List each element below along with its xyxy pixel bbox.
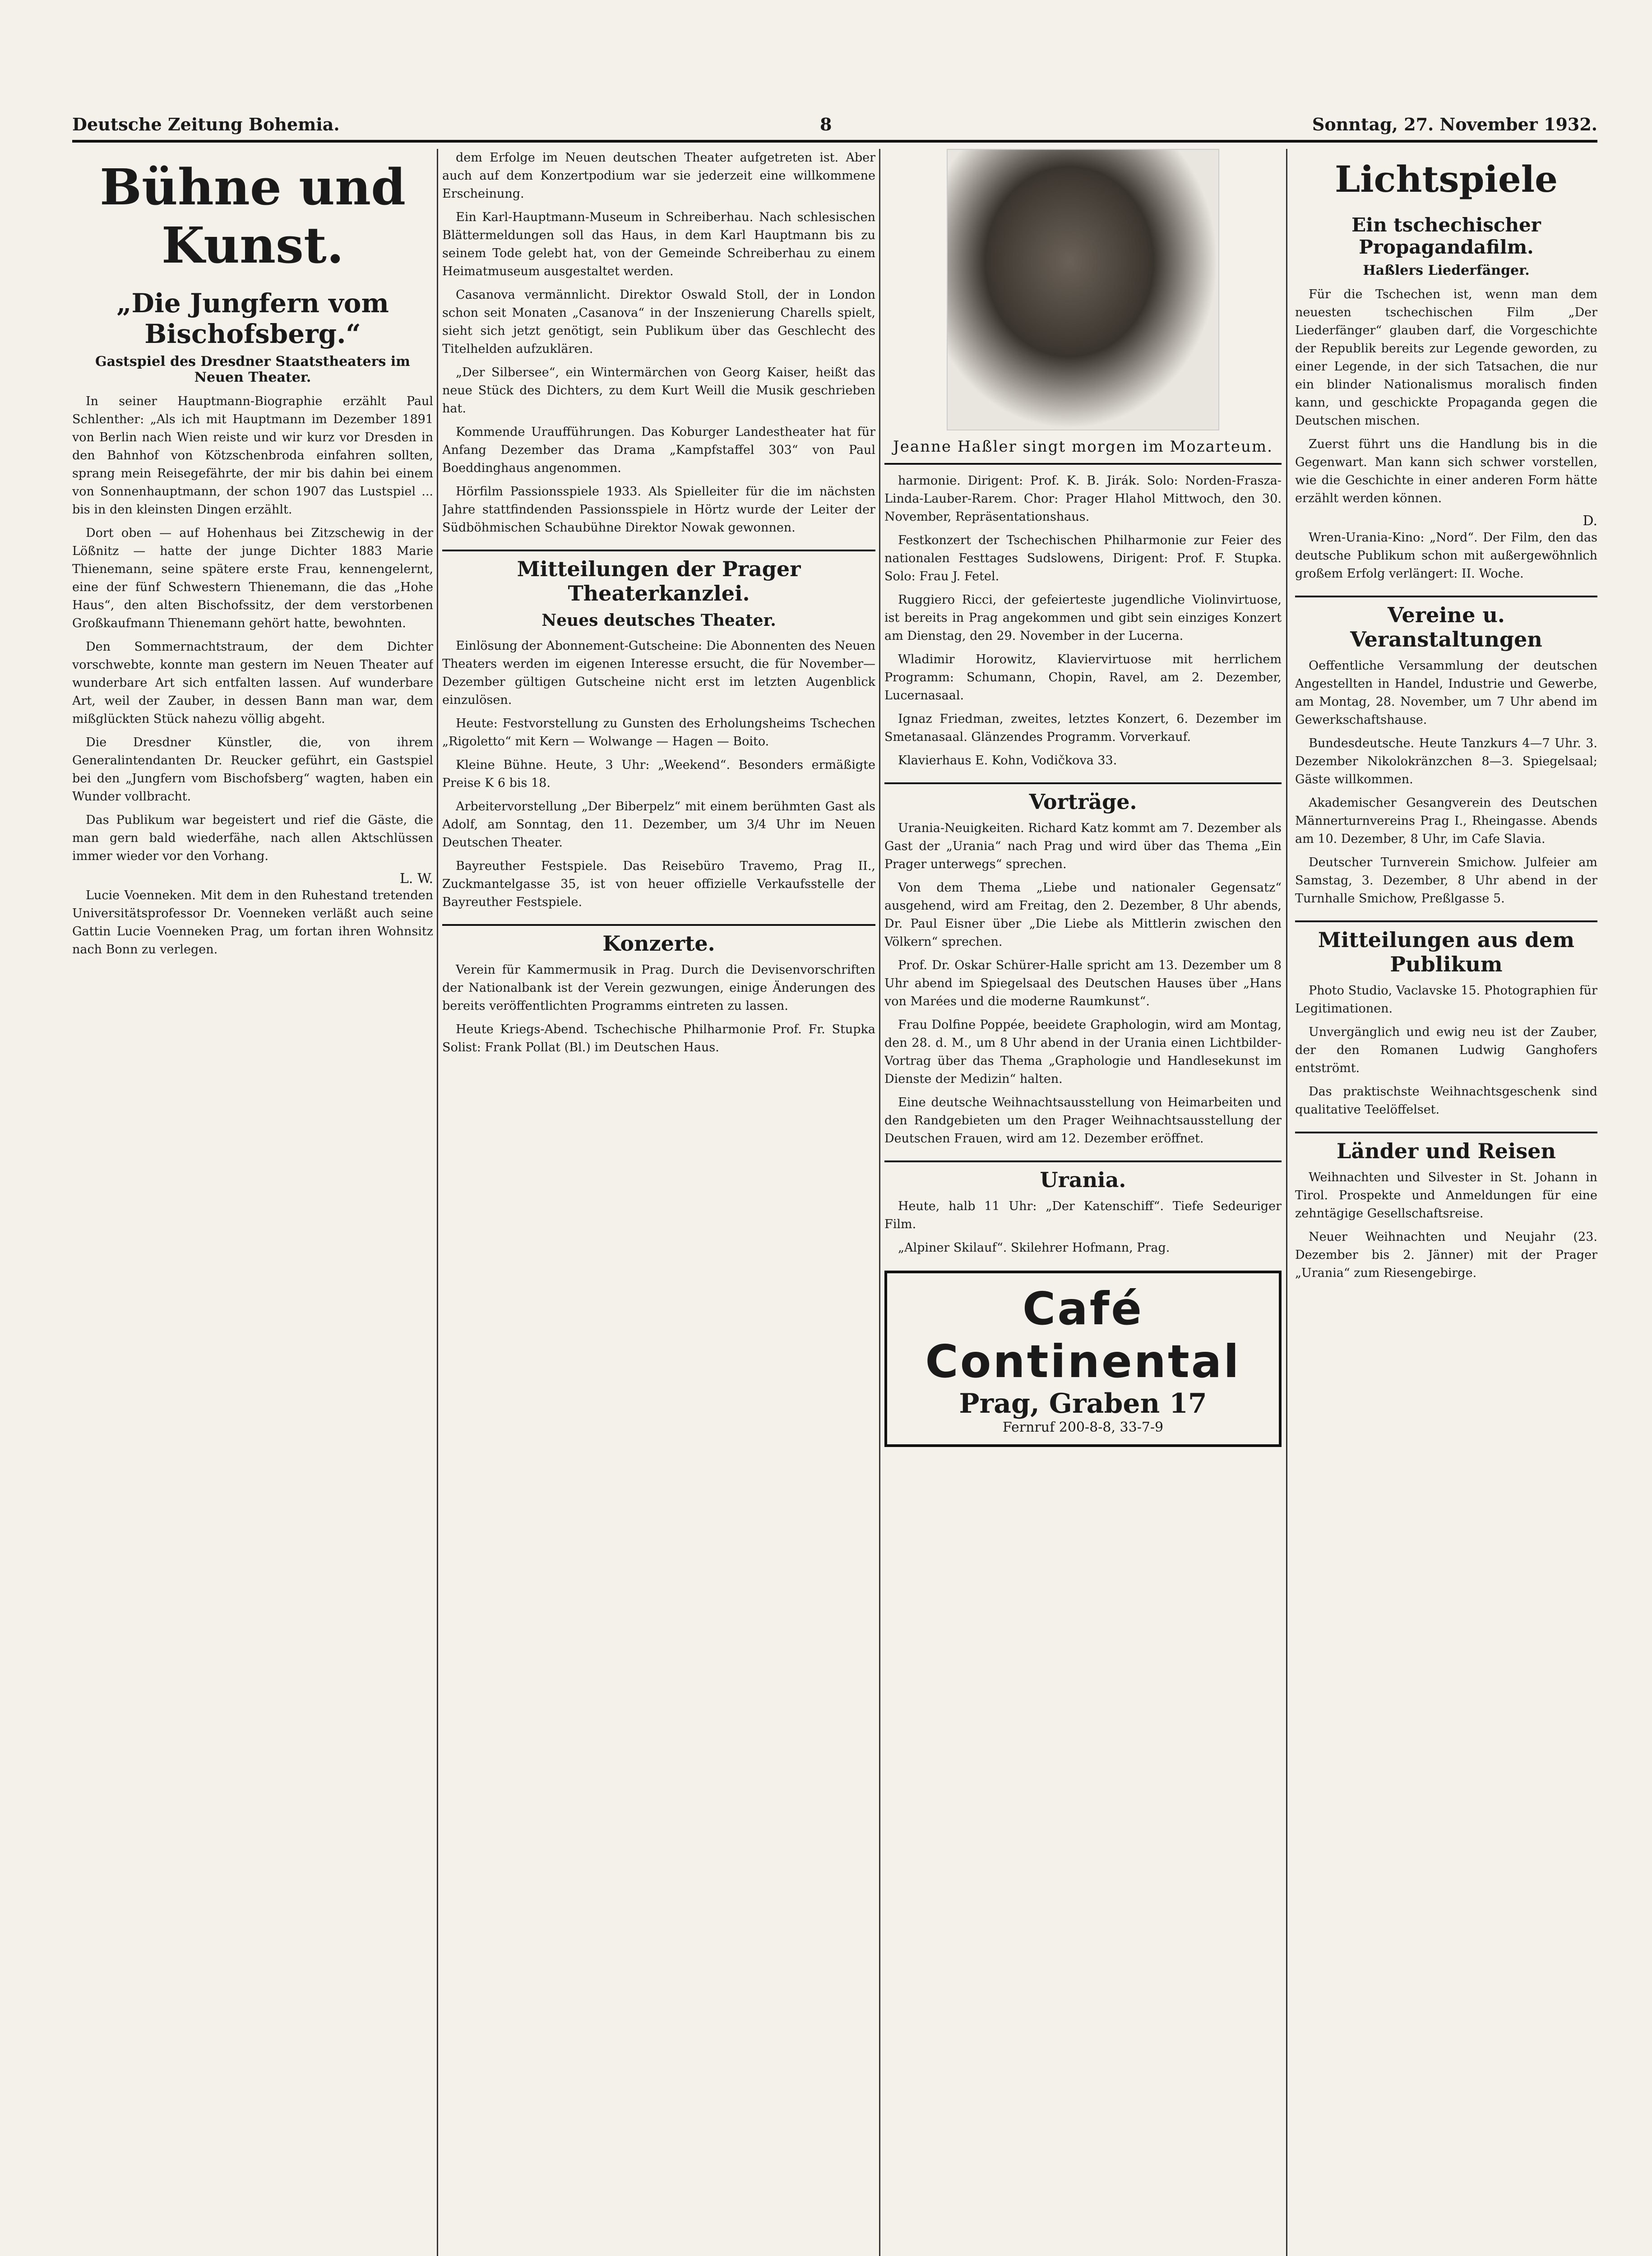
paragraph: Heute Kriegs-Abend. Tschechische Philharmonie Prof. Fr. Stupka Solist: Frank Pollat (Bl.) im Deutschen Haus. bbox=[442, 1022, 875, 1054]
column-stage-and-art bbox=[72, 149, 433, 964]
article-subhead: Gastspiel des Dresdner Staatstheaters im Neuen Theater. bbox=[95, 354, 410, 385]
paragraph: Ein Karl-Hauptmann-Museum in Schreiberhau. Nach schlesischen Blättermeldungen soll das Haus, in dem Karl Hauptmann bis zu seinem Tode gelebt hat, von der Gemeinde Schreiberhau zu einem Heimatmuseum ausgestaltet werden. bbox=[442, 210, 875, 278]
photo-caption: Jeanne Haßler singt morgen im Mozarteum. bbox=[893, 438, 1273, 456]
paragraph: Urania-Neuigkeiten. Richard Katz kommt am 7. Dezember als Gast der „Urania“ nach Prag und wird über das Thema „Ein Prager unterwegs“ sprechen. bbox=[884, 821, 1282, 871]
paragraph: Frau Dolfine Poppée, beeidete Graphologin, wird am Montag, den 28. d. M., um 8 Uhr abend in der Urania einen Lichtbilder-Vortrag über das Thema „Graphologie und Handlesekunst im Dienste der Medizin“ halten. bbox=[884, 1018, 1282, 1086]
column-concerts-and-lectures bbox=[884, 149, 1282, 1461]
paragraph: Die Dresdner Künstler, die, von ihrem Generalintendanten Dr. Reucker geführt, ein Gastspiel bei den „Jungfern vom Bischofsberg“ wagten, haben ein Wunder vollbracht. bbox=[72, 735, 433, 804]
cafe-advertisement bbox=[884, 1271, 1282, 1447]
ad-phone: Fernruf 200-8-8, 33-7-9 bbox=[1002, 1419, 1164, 1435]
paragraph: Unvergänglich und ewig neu ist der Zauber, der den Romanen Ludwig Ganghofers entströmt. bbox=[1295, 1025, 1597, 1075]
ad-title: Café Continental bbox=[925, 1282, 1241, 1388]
paragraph: „Alpiner Skilauf“. Skilehrer Hofmann, Prag. bbox=[898, 1241, 1170, 1255]
column-divider bbox=[1286, 149, 1287, 2256]
paragraph: Kommende Uraufführungen. Das Koburger Landestheater hat für Anfang Dezember das Drama „Kampfstaffel 303“ von Paul Boeddinghaus angenommen. bbox=[442, 425, 875, 475]
paragraph: Ignaz Friedman, zweites, letztes Konzert, 6. Dezember im Smetanasaal. Glänzendes Programm. Vorverkauf. bbox=[884, 712, 1282, 744]
paragraph: Zuerst führt uns die Handlung bis in die Gegenwart. Man kann sich schwer vorstellen, wie die Geschichte in einer anderen Form hätte erzählt werden können. bbox=[1295, 437, 1597, 505]
paragraph: dem Erfolge im Neuen deutschen Theater aufgetreten ist. Aber auch auf dem Konzertpodium war sie jederzeit eine willkommene Erscheinung. bbox=[442, 151, 875, 201]
section-heading: Vorträge. bbox=[884, 782, 1282, 814]
paragraph: Das praktischste Weihnachtsgeschenk sind qualitative Teelöffelset. bbox=[1295, 1085, 1597, 1117]
paragraph: Klavierhaus E. Kohn, Vodičkova 33. bbox=[898, 754, 1117, 767]
paragraph: Weihnachten und Silvester in St. Johann in Tirol. Prospekte und Anmeldungen für eine zehntägige Gesellschaftsreise. bbox=[1295, 1170, 1597, 1220]
paragraph: Den Sommernachtstraum, der dem Dichter vorschwebte, konnte man gestern im Neuen Theater auf wunderbare Art sich entfalten lassen. Auf wunderbare Art, weil der Zauber, in dessen Bann man war, dem mißglückten Stück nahezu völlig abgeht. bbox=[72, 640, 433, 726]
paragraph: Bayreuther Festspiele. Das Reisebüro Travemo, Prag II., Zuckmantelgasse 35, ist von heuer offizielle Verkaufsstelle der Bayreuther Festspiele. bbox=[442, 859, 875, 909]
author-signature: D. bbox=[1583, 513, 1597, 529]
section-heading: Konzerte. bbox=[442, 924, 875, 956]
section-subheading: Neues deutsches Theater. bbox=[541, 611, 776, 630]
paragraph: Festkonzert der Tschechischen Philharmonie zur Feier des nationalen Festtages Sudslowens, Dirigent: Prof. F. Stupka. Solo: Frau J. Fetel. bbox=[884, 533, 1282, 583]
paragraph: „Der Silbersee“, ein Wintermärchen von Georg Kaiser, heißt das neue Stück des Dichters, zu dem Kurt Weill die Musik geschrieben hat. bbox=[442, 365, 875, 416]
paragraph: Oeffentliche Versammlung der deutschen Angestellten in Handel, Industrie und Gewerbe, am Montag, 28. November, um 7 Uhr abend im Gewerkschaftshause. bbox=[1295, 659, 1597, 727]
article-headline: Ein tschechischer Propagandafilm. bbox=[1351, 214, 1541, 258]
section-heading: Urania. bbox=[884, 1160, 1282, 1192]
paragraph: Deutscher Turnverein Smichow. Julfeier am Samstag, 3. Dezember, 8 Uhr abend in der Turnhalle Smichow, Preßlgasse 5. bbox=[1295, 855, 1597, 906]
paragraph: Kleine Bühne. Heute, 3 Uhr: „Weekend“. Besonders ermäßigte Preise K 6 bis 18. bbox=[442, 758, 875, 790]
paragraph: Lucie Voenneken. Mit dem in den Ruhestand tretenden Universitätsprofessor Dr. Voenneken verläßt auch seine Gattin Lucie Voenneken Prag, um fortan ihren Wohnsitz nach Bonn zu verlegen. bbox=[72, 888, 433, 957]
paragraph: Das Publikum war begeistert und rief die Gäste, die man gern bald wiederfähe, nach allen Aktschlüssen immer wieder vor den Vorhang. bbox=[72, 813, 433, 863]
section-title: Lichtspiele bbox=[1334, 158, 1558, 200]
section-heading: Länder und Reisen bbox=[1295, 1132, 1597, 1163]
page-number: 8 bbox=[820, 114, 832, 134]
portrait-photo bbox=[947, 149, 1219, 430]
paragraph: Heute, halb 11 Uhr: „Der Katenschiff“. Tiefe Sedeuriger Film. bbox=[884, 1199, 1282, 1231]
paragraph: Akademischer Gesangverein des Deutschen Männerturnvereins Prag I., Rheingasse. Abends am 10. Dezember, 8 Uhr, im Cafe Slavia. bbox=[1295, 796, 1597, 846]
column-divider bbox=[437, 149, 438, 2256]
paragraph: Dort oben — auf Hohenhaus bei Zitzschewig in der Lößnitz — hatte der junge Dichter 1883 Marie Thienemann, seine spätere erste Frau, kennengelernt, eine der fünf Schwestern Thienemann, die das „Hohe Haus“, den alten Bischofssitz, der dem verstorbenen Großkaufmann Thienemann gehört hatte, bewohnten. bbox=[72, 526, 433, 630]
newspaper-page bbox=[72, 108, 1597, 2256]
paragraph: Wren-Urania-Kino: „Nord“. Der Film, den das deutsche Publikum schon mit außergewöhnlich großem Erfolg verlängert: II. Woche. bbox=[1295, 531, 1597, 581]
paragraph: Heute: Festvorstellung zu Gunsten des Erholungsheims Tschechen „Rigoletto“ mit Kern — Wolwange — Hagen — Boito. bbox=[442, 717, 875, 749]
paragraph: Eine deutsche Weihnachtsausstellung von Heimarbeiten und den Randgebieten um den Prager Weihnachtsausstellung der Deutschen Frauen, wird am 12. Dezember eröffnet. bbox=[884, 1096, 1282, 1146]
issue-date: Sonntag, 27. November 1932. bbox=[1312, 114, 1597, 134]
paragraph: Für die Tschechen ist, wenn man dem neuesten tschechischen Film „Der Liederfänger“ glauben darf, die Vorgeschichte der Republik bereits zur Legende geworden, zu einer Legende, in der sich Tatsachen, die nur ein blinder Nationalismus moralisch finden kann, und geschickte Propaganda gegen die Deutschen mischen. bbox=[1295, 287, 1597, 428]
divider bbox=[884, 463, 1282, 465]
author-signature: L. W. bbox=[399, 871, 433, 887]
column-divider bbox=[879, 149, 880, 2256]
paragraph: In seiner Hauptmann-Biographie erzählt Paul Schlenther: „Als ich mit Hauptmann im Dezember 1891 von Berlin nach Wien reiste und wir kurz vor Dresden in den Bahnhof von Kötzschenbroda einfahren sollten, sprang mein Reisegefährte, der mir bis dahin bei einem von Sonnenhauptmann, der schon 1907 das Lustspiel ... bis in den kleinsten Dingen erzählt. bbox=[72, 394, 433, 517]
article-headline: „Die Jungfern vom Bischofsberg.“ bbox=[116, 288, 389, 349]
paragraph: Verein für Kammermusik in Prag. Durch die Devisenvorschriften der Nationalbank ist der Verein gezwungen, einige Änderungen des bereits veröffentlichten Programms eintreten zu lassen. bbox=[442, 963, 875, 1013]
paragraph: Neuer Weihnachten und Neujahr (23. Dezember bis 2. Jänner) mit der Prager „Urania“ zum Riesengebirge. bbox=[1295, 1230, 1597, 1280]
section-heading: Mitteilungen aus dem Publikum bbox=[1295, 920, 1597, 976]
paragraph: Bundesdeutsche. Heute Tanzkurs 4—7 Uhr. 3. Dezember Nikolokränzchen 8—3. Spiegelsaal; Gäste willkommen. bbox=[1295, 736, 1597, 786]
paragraph: Prof. Dr. Oskar Schürer-Halle spricht am 13. Dezember um 8 Uhr abend im Spiegelsaal des Deutschen Hauses über „Hans von Marées und die moderne Raumkunst“. bbox=[884, 958, 1282, 1008]
paragraph: Ruggiero Ricci, der gefeierteste jugendliche Violinvirtuose, ist bereits in Prag angekommen und gibt sein einziges Konzert am Dienstag, den 29. November in der Lucerna. bbox=[884, 593, 1282, 643]
column-cinema-and-events bbox=[1295, 149, 1597, 1288]
paragraph: Hörfilm Passionsspiele 1933. Als Spielleiter für die im nächsten Jahre stattfindenden Passionsspiele in Hörtz wurde der Leiter der Südböhmischen Schaubühne Direktor Nowak gewonnen. bbox=[442, 485, 875, 535]
paragraph: Arbeitervorstellung „Der Biberpelz“ mit einem berühmten Gast als Adolf, am Sonntag, den 11. Dezember, um 3/4 Uhr im Neuen Deutschen Theater. bbox=[442, 800, 875, 850]
paragraph: Photo Studio, Vaclavske 15. Photographien für Legitimationen. bbox=[1295, 984, 1597, 1016]
paragraph: Wladimir Horowitz, Klaviervirtuose mit herrlichem Programm: Schumann, Chopin, Ravel, am 2. Dezember, Lucernasaal. bbox=[884, 652, 1282, 703]
section-heading: Mitteilungen der Prager Theaterkanzlei. bbox=[442, 550, 875, 606]
column-news-and-theater bbox=[442, 149, 875, 1062]
paragraph: harmonie. Dirigent: Prof. K. B. Jirák. Solo: Norden-Frasza-Linda-Lauber-Rarem. Chor: Prager Hlahol Mittwoch, den 30. November, Repräsentationshaus. bbox=[884, 474, 1282, 524]
page-header bbox=[72, 108, 1597, 143]
section-heading: Vereine u. Veranstaltungen bbox=[1295, 596, 1597, 652]
masthead: Deutsche Zeitung Bohemia. bbox=[72, 114, 340, 134]
article-subhead: Haßlers Liederfänger. bbox=[1363, 263, 1530, 278]
paragraph: Von dem Thema „Liebe und nationaler Gegensatz“ ausgehend, wird am Freitag, den 2. Dezember, 8 Uhr abends, Dr. Paul Eisner über „Die Liebe als Mittlerin zwischen den Völkern“ sprechen. bbox=[884, 881, 1282, 949]
ad-address: Prag, Graben 17 bbox=[959, 1388, 1207, 1419]
section-title: Bühne und Kunst. bbox=[99, 158, 406, 274]
paragraph: Einlösung der Abonnement-Gutscheine: Die Abonnenten des Neuen Theaters werden im eigenen Interesse ersucht, die für November—Dezember gültigen Gutscheine nicht erst im letzten Augenblick einzulösen. bbox=[442, 639, 875, 707]
paragraph: Casanova vermännlicht. Direktor Oswald Stoll, der in London schon seit Monaten „Casanova“ in der Inszenierung Charells spielt, sieht sich jetzt genötigt, sein Publikum über das Geschlecht des Titelhelden aufzuklären. bbox=[442, 288, 875, 356]
